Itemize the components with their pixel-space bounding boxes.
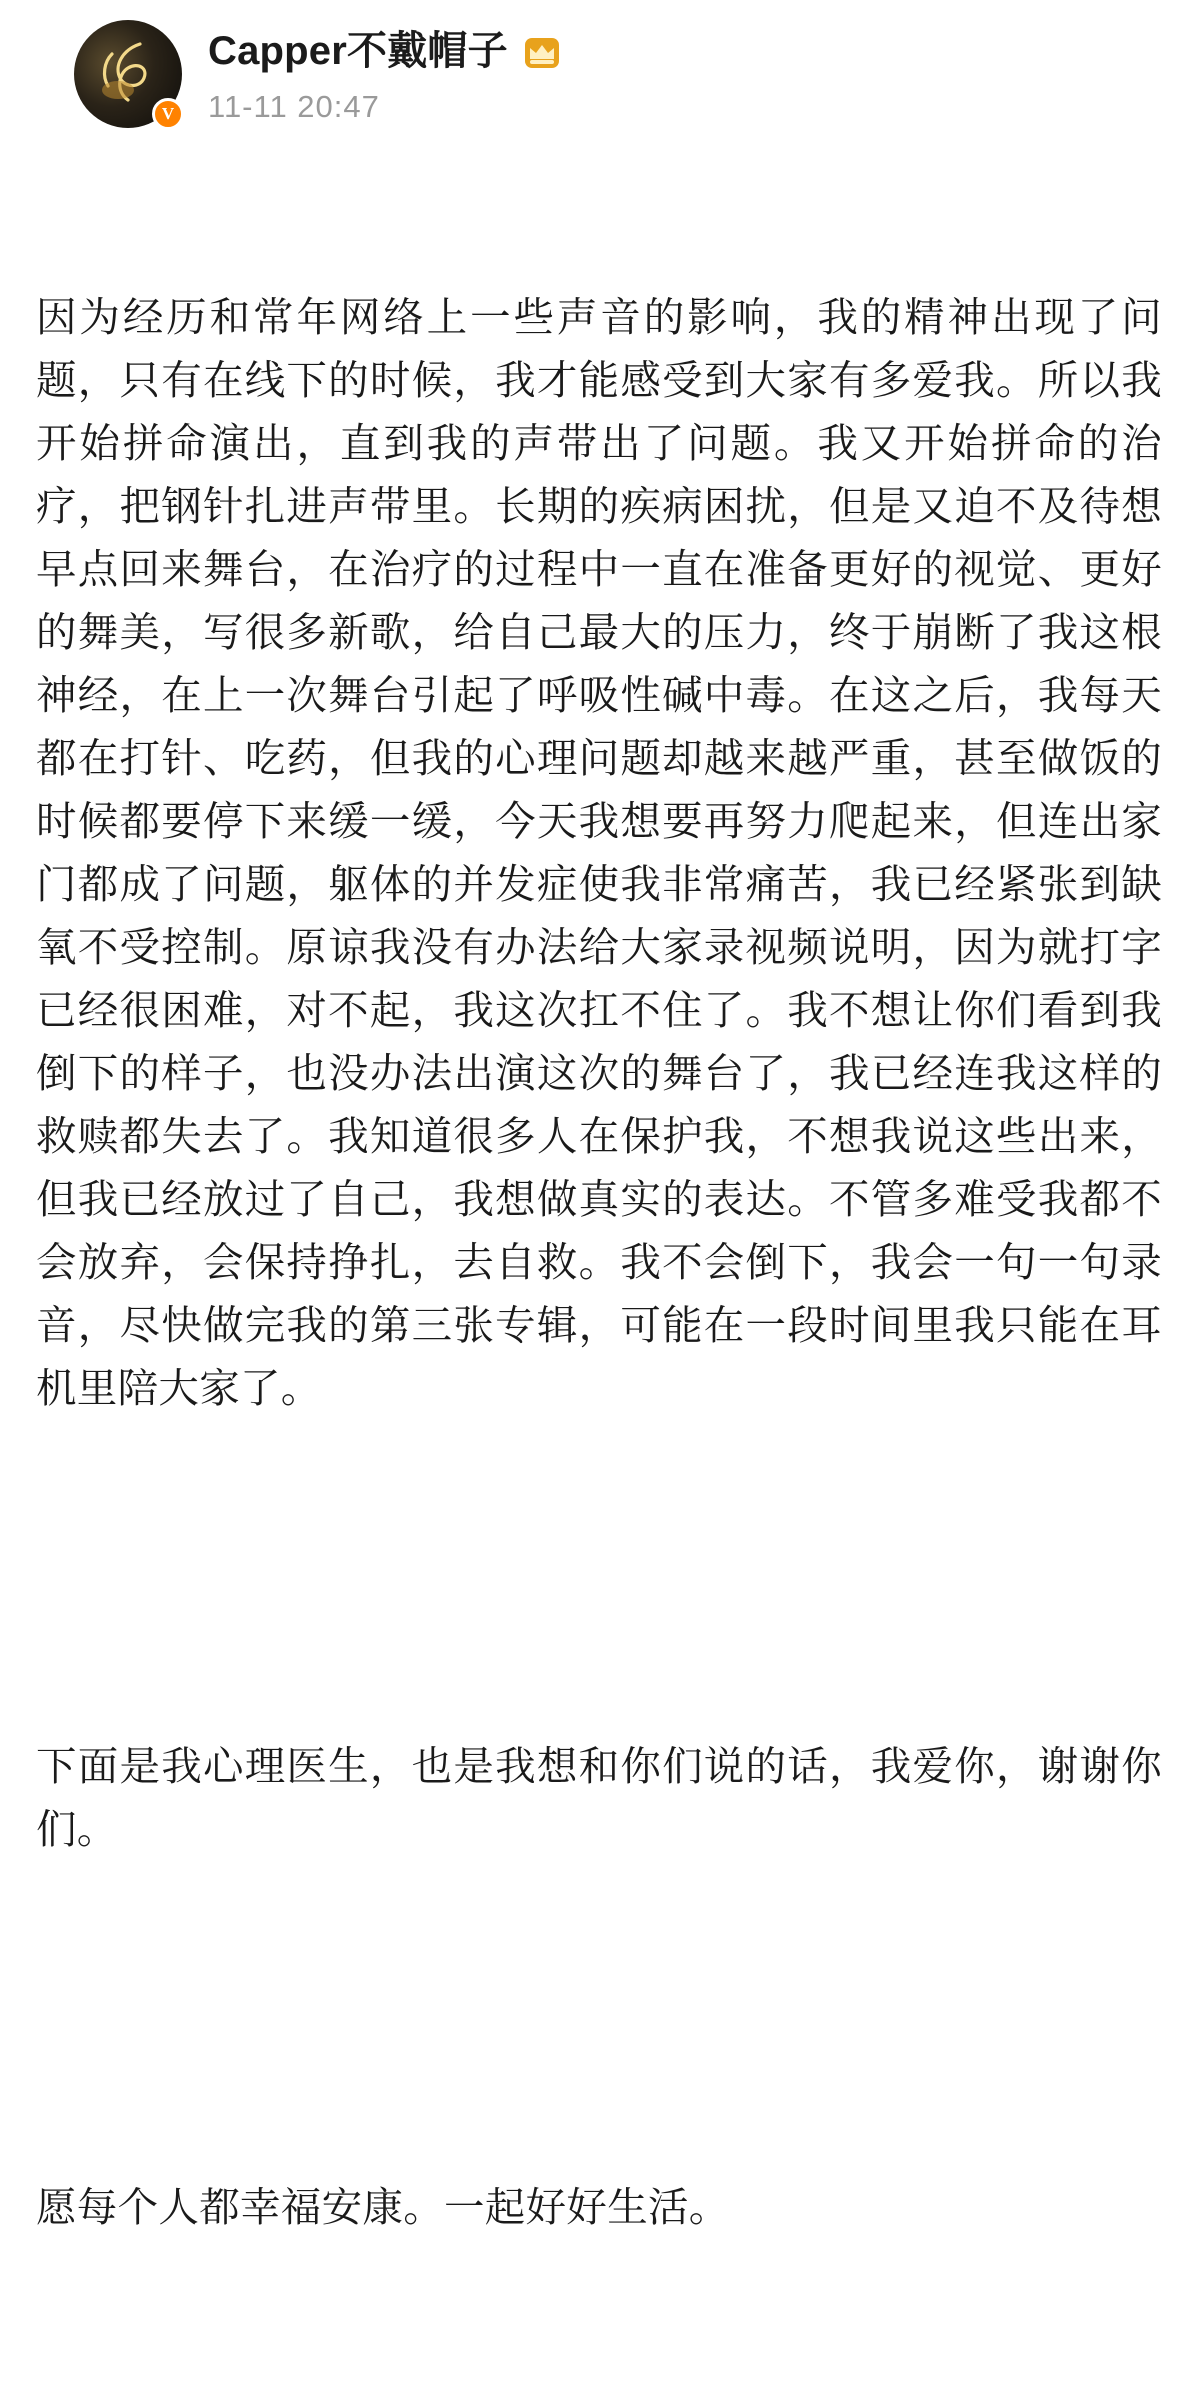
paragraph-spacer xyxy=(36,1987,1162,2050)
post-header xyxy=(24,18,1172,130)
paragraph-spacer xyxy=(36,1546,1162,1609)
author-name[interactable]: Capper不戴帽子 xyxy=(208,29,508,73)
author-name-row xyxy=(208,26,562,76)
author-block xyxy=(208,18,562,126)
post-timestamp: 11-11 20:47 xyxy=(208,89,380,124)
post-paragraph: 下面是我心理医生，也是我想和你们说的话，我爱你，谢谢你们。 xyxy=(36,1743,1162,1852)
post-body xyxy=(24,160,1172,2365)
crown-icon xyxy=(522,33,562,73)
verified-badge: V xyxy=(152,98,184,130)
avatar-artwork-icon xyxy=(88,36,168,112)
avatar[interactable] xyxy=(74,20,182,128)
post-paragraph: 因为经历和常年网络上一些声音的影响，我的精神出现了问题，只有在线下的时候，我才能感受到大家有多爱我。所以我开始拼命演出，直到我的声带出了问题。我又开始拼命的治疗，把钢针扎进声带里。长期的疾病困扰，但是又迫不及待想早点回来舞台，在治疗的过程中一直在准备更好的视觉、更好的舞美，写很多新歌，给自己最大的压力，终于崩断了我这根神经，在上一次舞台引起了呼吸性碱中毒。在这之后，我每天都在打针、吃药，但我的心理问题却越来越严重，甚至做饭的时候都要停下来缓一缓，今天我想要再努力爬起来，但连出家门都成了问题，躯体的并发症使我非常痛苦，我已经紧张到缺氧不受控制。原谅我没有办法给大家录视频说明，因为就打字已经很困难，对不起，我这次扛不住了。我不想让你们看到我倒下的样子，也没办法出演这次的舞台了，我已经连我这样的救赎都失去了。我知道很多人在保护我，不想我说这些出来，但我已经放过了自己，我想做真实的表达。不管多难受我都不会放弃，会保持挣扎，去自救。我不会倒下，我会一句一句录音，尽快做完我的第三张专辑，可能在一段时间里我只能在耳机里陪大家了。 xyxy=(36,294,1162,1411)
post-paragraph: 愿每个人都幸福安康。一起好好生活。 xyxy=(36,2184,730,2230)
